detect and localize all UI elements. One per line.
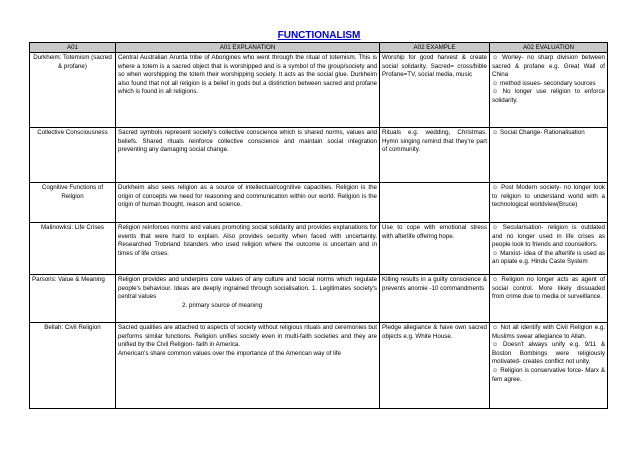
page-title: FUNCTIONALISM [277,30,361,41]
header-a01: A01 [30,43,116,53]
row-explanation: Durkheim also sees religion as a source of intellectual/cognitive capacities. Religion is the origin of concepts we need for reasoning and communication within our world. Religion is the origin of human thought, reason and science. [116,183,380,223]
row-example [380,183,490,223]
header-row [30,43,608,53]
row-label: Malinowksi: Life Crises [30,223,116,275]
row-label: Durkheim: Totemism (sacred & profane) [30,53,116,128]
header-a02-evaluation: A02 EVALUATION [490,43,608,53]
row-evaluation [490,183,608,223]
row-example: Use to cope with emotional stress with afterlife offering hope. [380,223,490,275]
table-row [30,275,608,323]
row-example: Worship for good harvest & create social solidarity. Sacred= cross/bible Profane=TV, social media, music [380,53,490,128]
row-explanation [116,275,380,323]
row-evaluation [490,223,608,275]
functionalism-table [29,42,608,409]
row-label: Bellah: Civil Religion [30,323,116,409]
row-evaluation [490,323,608,409]
evaluation-point: ☺ Post Modern society- no longer look to religion to understand world with a technological worldview(Bruce) [492,184,605,209]
evaluation-point: ☺ Social Change- Rationalisation [492,129,585,136]
explanation-main: Sacred qualities are attached to aspects of society without religious rituals and ceremonies but performs similar functions. Religion unifies society even in multi-faith societies and they are unified by the Civil Religion- faith in America. [118,324,377,349]
row-label: Cognitive Functions of Religion [30,183,116,223]
evaluation-point: ☺ No longer use religion to enforce solidarity. [492,88,605,104]
table-row [30,128,608,183]
explanation-main: Religion provides and underpins core values of any culture and social norms which regulate people's behaviour. Ideas are deeply ingrained through socialisation. 1. Legitimates society's central values [118,276,377,301]
row-example: Killing results in a guilty conscience & prevents anomie -10 commandments [380,275,490,323]
header-a02-example: A02 EXAMPLE [380,43,490,53]
row-label: Collective Consciousness [30,128,116,183]
explanation-sub: 2. primary source of meaning [182,301,263,309]
evaluation-point: ☺ Religion no longer acts as agent of social control. More likely dissuaded from crime due to media or surveillance. [492,276,605,301]
row-explanation [116,323,380,409]
row-example: Rituals e.g. wedding, Christmas. Hymn singing remind that they're part of community. [380,128,490,183]
row-evaluation [490,53,608,128]
evaluation-point: ☺ method issues- secondary sources [492,79,596,87]
evaluation-point: ☺ Marxist- idea of the afterlife is used as an opiate e.g. Hindu Caste System [492,249,605,266]
row-label: Parsons: Value & Meaning [30,275,116,323]
table-row [30,323,608,409]
header-a01-explanation: A01 EXPLANATION [116,43,380,53]
evaluation-point: ☺ Secularisation- religion is outdated and no longer used in life crises as people look to friends and counsellors. [492,224,605,249]
evaluation-point: ☺ Not all identify with Civil Religion e.g. Muslims swear allegiance to Allah. [492,324,605,340]
evaluation-point: ☺ Worley- no sharp division between sacred & profane e.g. Great Wall of China [492,54,605,79]
evaluation-point: ☺ Religion is conservative force- Marx & fem agree. [492,366,605,383]
table-row [30,53,608,128]
row-explanation: Sacred symbols represent society's collective conscience which is shared norms, values and beliefs. Shared rituals reinforce collective conscience and maintain social integration preventing any damaging social change. [116,128,380,183]
row-example: Pledge allegiance & have own sacred objects e.g. White House. [380,323,490,409]
table-row [30,183,608,223]
row-evaluation [490,275,608,323]
row-explanation: Central Australian Arunta tribe of Aborigines who went through the ritual of totemism. This is where a totem is a sacred object that is worshipped and is a symbol of the group/society and so when worshipping the totem their worshipping society. It acts as the social glue. Durkheim also found that not all religion is a belief in gods but a distinction between sacred and profane which is found in all religions. [116,53,380,128]
table-row [30,223,608,275]
row-evaluation [490,128,608,183]
explanation-sub: American's share common values over the importance of the American way of life [118,349,342,357]
evaluation-point: ☺ Doesn't always unify e.g. 9/11 & Boston Bombings were religiously motivated- creates conflict not unity. [492,341,605,366]
row-explanation: Religion reinforces norms and values promoting social solidarity and provides explanations for events that were hard to explain. Also provides security when faced with uncertainty. Researched Trobriand Islanders who used religion where the outcome is uncertain and in times of life crises. [116,223,380,275]
